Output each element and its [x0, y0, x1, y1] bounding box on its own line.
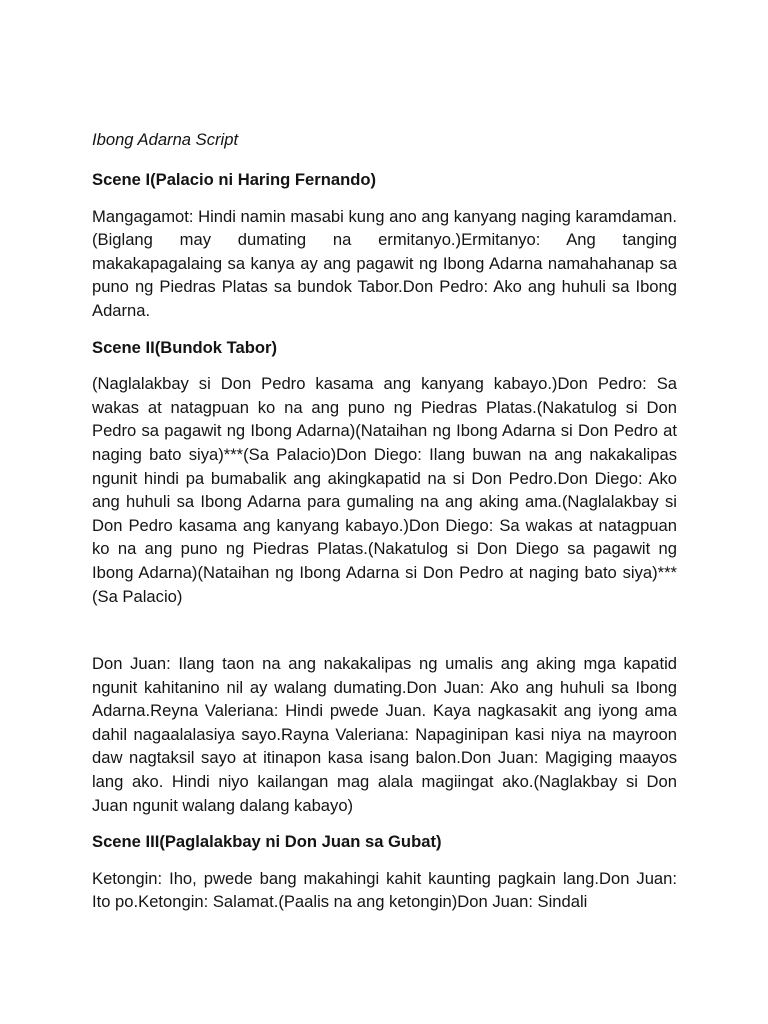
scene-1-heading: Scene I(Palacio ni Haring Fernando) [92, 170, 376, 189]
scene-3-paragraph: Ketongin: Iho, pwede bang makahingi kahit kaunting pagkain lang.Don Juan: Ito po.Ketongin: Salamat.(Paalis na ang ketongin)Don Juan: Sindali [92, 868, 677, 912]
scene-1-paragraph: Mangagamot: Hindi namin masabi kung ano ang kanyang naging karamdaman.(Biglang may dumating na ermitanyo.)Ermitanyo: Ang tanging makakapagalaing sa kanya ay ang pagawit ng Ibong Adarna namahahanap sa puno ng Piedras Platas sa bundok Tabor.Don Pedro: Ako ang huhuli sa Ibong Adarna. [92, 206, 677, 320]
scene-3-heading: Scene III(Paglalakbay ni Don Juan sa Gubat) [92, 832, 442, 852]
document-title: Ibong Adarna Script [92, 130, 239, 149]
don-juan-paragraph: Don Juan: Ilang taon na ang nakakalipas ng umalis ang aking mga kapatid ngunit kahitanino nil ay walang dumating.Don Juan: Ako ang huhuli sa Ibong Adarna.Reyna Valeriana: Hindi pwede Juan. Kaya nagkasakit ang iyong ama dahil nagaalalasiya sayo.Rayna Valeriana: Napaginipan kasi niya na mayroon daw nagtaksil sayo at itinapon kasa isang balon.Don Juan: Magiging maayos lang ako. Hindi niyo kailangan mag alala magiingat ako.(Naglakbay si Don Juan ngunit walang dalang kabayo) [92, 654, 677, 815]
document-page [92, 128, 677, 914]
scene-2-heading: Scene II(Bundok Tabor) [92, 337, 278, 357]
scene-2-paragraph: (Naglalakbay si Don Pedro kasama ang kanyang kabayo.)Don Pedro: Sa wakas at natagpuan ko na ang puno ng Piedras Platas.(Nakatulog si Don Pedro sa pagawit ng Ibong Adarna)(Nataihan ng Ibong Adarna si Don Pedro at naging bato siya)***(Sa Palacio)Don Diego: Ilang buwan na ang nakakalipas ngunit hindi pa bumabalik ang akingkapatid na si Don Pedro.Don Diego: Ako ang huhuli sa Ibong Adarna para gumaling na ang aking ama.(Naglalakbay si Don Pedro kasama ang kanyang kabayo.)Don Diego: Sa wakas at natagpuan ko na ang puno ng Piedras Platas.(Nakatulog si Don Diego sa pagawit ng Ibong Adarna)(Nataihan ng Ibong Adarna si Don Pedro at naging bato siya)***(Sa Palacio) [92, 374, 677, 606]
